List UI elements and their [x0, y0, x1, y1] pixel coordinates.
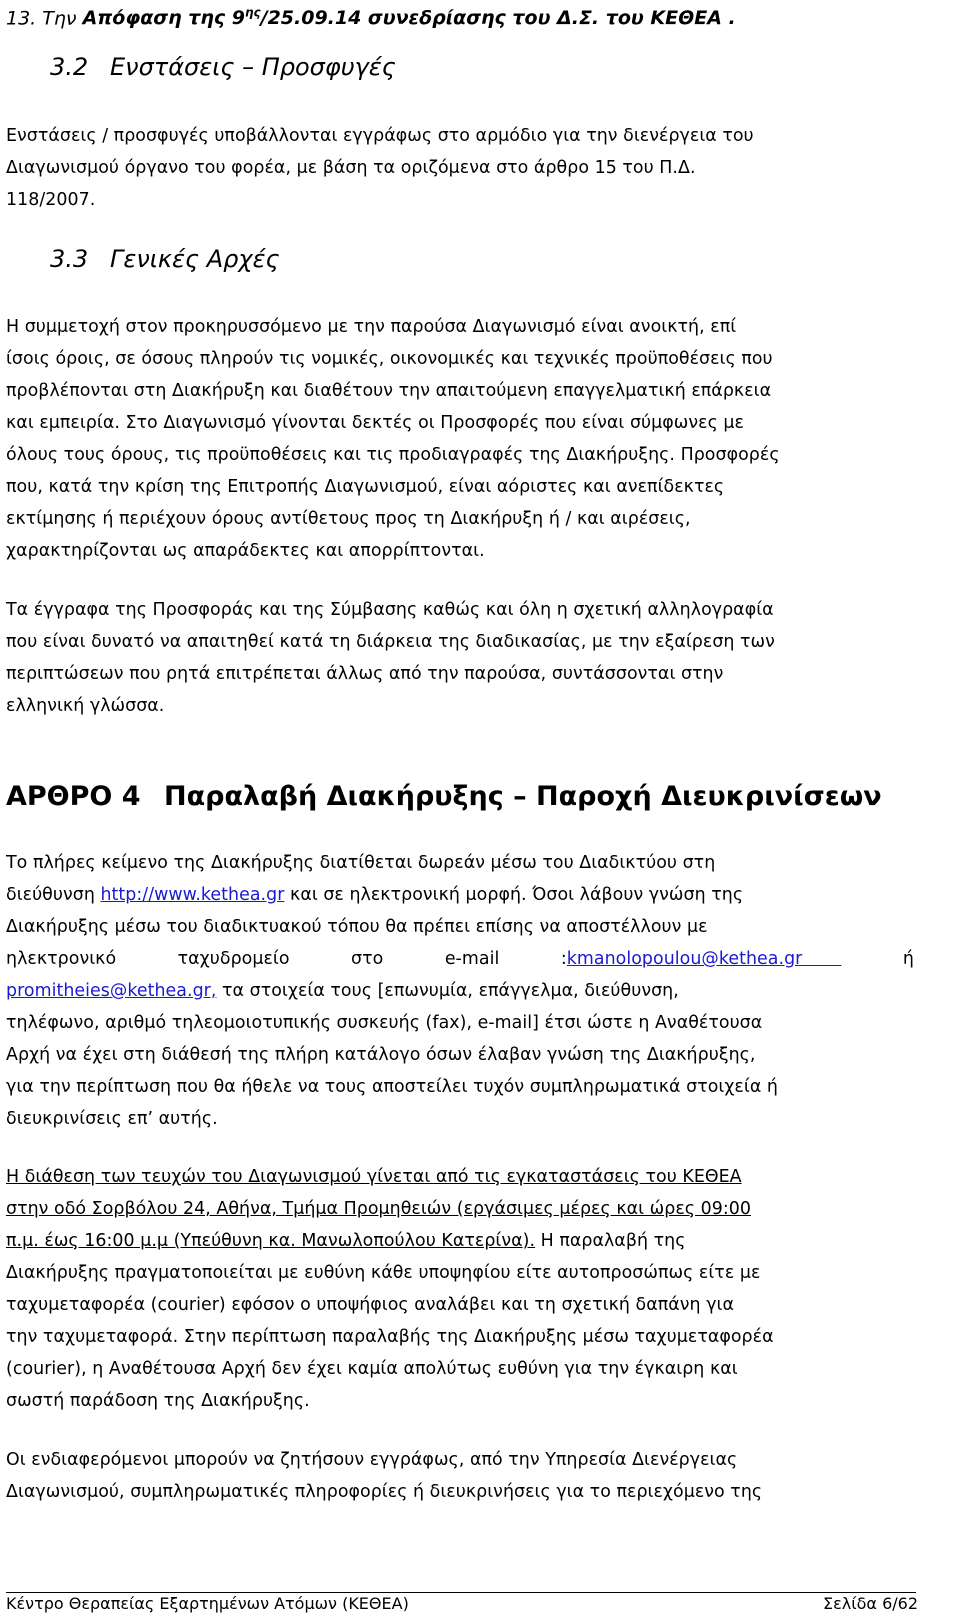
text-line: Αρχή να έχει στη διάθεσή της πλήρη κατάλογο όσων έλαβαν γνώση της Διακήρυξης,	[6, 1045, 756, 1065]
text-line: 118/2007.	[6, 190, 96, 210]
text-segment: e-mail	[444, 949, 500, 969]
link-underline-space	[802, 949, 841, 969]
paragraph-language	[6, 594, 914, 722]
paragraph-availability	[6, 847, 914, 1135]
email-link-kmanolopoulou[interactable]: kmanolopoulou@kethea.gr	[566, 949, 803, 969]
text-line: Διακήρυξης μέσω του διαδικτυακού τόπου θα πρέπει επίσης να αποστέλλουν με	[6, 917, 708, 937]
section-title: Γενικές Αρχές	[110, 245, 280, 273]
text-segment: διεύθυνση	[6, 885, 101, 905]
section-number: 3.2	[50, 53, 89, 81]
text-segment: και σε ηλεκτρονική μορφή. Όσοι λάβουν γνώση της	[284, 885, 744, 905]
text-line: (courier), η Αναθέτουσα Αρχή δεν έχει καμία απολύτως ευθύνη για την έγκαιρη και	[6, 1359, 738, 1379]
text-segment: τα στοιχεία τους [επωνυμία, επάγγελμα, διεύθυνση,	[216, 981, 679, 1001]
section-title: Ενστάσεις – Προσφυγές	[110, 53, 396, 81]
article-heading	[6, 781, 882, 812]
text-line: ταχυμεταφορέα (courier) εφόσον ο υποψήφιος αναλάβει και τη σχετική δαπάνη για	[6, 1295, 734, 1315]
header-sup: ης	[244, 6, 261, 20]
text-line	[6, 975, 914, 1007]
paragraph-participation	[6, 311, 914, 567]
section-number: 3.3	[50, 245, 89, 273]
text-line: Οι ενδιαφερόμενοι μπορούν να ζητήσουν εγγράφως, από την Υπηρεσία Διενέργειας	[6, 1450, 738, 1470]
paragraph-clarifications	[6, 1444, 914, 1508]
section-heading-3-2	[50, 53, 396, 81]
text-segment: :	[560, 949, 567, 969]
text-line: την ταχυμεταφορά. Στην περίπτωση παραλαβής της Διακήρυξης μέσω ταχυμεταφορέα	[6, 1327, 774, 1347]
section-heading-3-3	[50, 245, 280, 273]
article-title: Παραλαβή Διακήρυξης – Παροχή Διευκρινίσεων	[164, 781, 882, 812]
text-segment: ταχυδρομείο	[177, 949, 290, 969]
text-line: που είναι δυνατό να απαιτηθεί κατά τη διάρκεια της διαδικασίας, με την εξαίρεση των	[6, 632, 775, 652]
text-line: Η διάθεση των τευχών του Διαγωνισμού γίνεται από τις εγκαταστάσεις του ΚΕΘΕΑ	[6, 1167, 742, 1187]
email-link-promitheies[interactable]: promitheies@kethea.gr,	[6, 981, 217, 1001]
text-line: στην οδό Σορβόλου 24, Αθήνα, Τμήμα Προμηθειών (εργάσιμες μέρες και ώρες 09:00	[6, 1199, 751, 1219]
text-line: προβλέπονται στη Διακήρυξη και διαθέτουν την απαιτούμενη επαγγελματική επάρκεια	[6, 381, 772, 401]
text-line: Ενστάσεις / προσφυγές υποβάλλονται εγγράφως στο αρμόδιο για την διενέργεια του	[6, 126, 754, 146]
text-line: και εμπειρία. Στο Διαγωνισμό γίνονται δεκτές οι Προσφορές που είναι σύμφωνες με	[6, 413, 744, 433]
text-line: που, κατά την κρίση της Επιτροπής Διαγωνισμού, είναι αόριστες και ανεπίδεκτες	[6, 477, 725, 497]
text-line: ίσοις όροις, σε όσους πληρούν τις νομικές, οικονομικές και τεχνικές προϋποθέσεις που	[6, 349, 773, 369]
text-line: Διαγωνισμού όργανο του φορέα, με βάση τα οριζόμενα στο άρθρο 15 του Π.Δ.	[6, 158, 696, 178]
header-prefix: 13. Την	[6, 7, 77, 30]
text-line: Διακήρυξης πραγματοποιείται με ευθύνη κάθε υποψηφίου είτε αυτοπροσώπως είτε με	[6, 1263, 761, 1283]
footer-page-number: Σελίδα 6/62	[823, 1594, 918, 1613]
header-bold-pre: Απόφαση της 9	[82, 7, 245, 30]
text-line: διευκρινίσεις επ’ αυτής.	[6, 1109, 218, 1129]
paragraph-distribution	[6, 1161, 914, 1417]
text-line: Διαγωνισμού, συμπληρωματικές πληροφορίες ή διευκρινήσεις για το περιεχόμενο της	[6, 1482, 763, 1502]
paragraph-objections	[6, 120, 914, 216]
header-bold-post: /25.09.14 συνεδρίασης του Δ.Σ. του ΚΕΘΕΑ .	[260, 7, 736, 30]
text-line: εκτίμησης ή περιέχουν όρους αντίθετους προς τη Διακήρυξη ή / και αιρέσεις,	[6, 509, 691, 529]
page-header	[6, 0, 736, 31]
article-number: ΑΡΘΡΟ 4	[6, 781, 141, 812]
text-segment: Η παραλαβή της	[535, 1231, 686, 1251]
text-line	[6, 1225, 914, 1257]
footer-organization: Κέντρο Θεραπείας Εξαρτημένων Ατόμων (ΚΕΘΕΑ)	[6, 1594, 409, 1613]
text-line: τηλέφωνο, αριθμό τηλεομοιοτυπικής συσκευής (fax), e-mail] έτσι ώστε η Αναθέτουσα	[6, 1013, 763, 1033]
footer-divider	[6, 1592, 916, 1593]
text-line: όλους τους όρους, τις προϋποθέσεις και τις προδιαγραφές της Διακήρυξης. Προσφορές	[6, 445, 780, 465]
text-line	[6, 943, 914, 975]
text-line	[6, 879, 914, 911]
text-segment: π.μ. έως 16:00 μ.μ (Υπεύθυνη κα. Μανωλοπούλου Κατερίνα).	[6, 1231, 536, 1251]
text-line: περιπτώσεων που ρητά επιτρέπεται άλλως από την παρούσα, συντάσσονται στην	[6, 664, 724, 684]
text-line: Η συμμετοχή στον προκηρυσσόμενο με την παρούσα Διαγωνισμό είναι ανοικτή, επί	[6, 317, 737, 337]
text-line: ελληνική γλώσσα.	[6, 696, 165, 716]
text-segment: ή	[902, 949, 914, 969]
text-line: Το πλήρες κείμενο της Διακήρυξης διατίθεται δωρεάν μέσω του Διαδικτύου στη	[6, 853, 716, 873]
text-segment: στο	[351, 949, 384, 969]
text-line: για την περίπτωση που θα ήθελε να τους αποστείλει τυχόν συμπληρωματικά στοιχεία ή	[6, 1077, 778, 1097]
text-line: Τα έγγραφα της Προσφοράς και της Σύμβασης καθώς και όλη η σχετική αλληλογραφία	[6, 600, 774, 620]
text-line: χαρακτηρίζονται ως απαράδεκτες και απορρίπτονται.	[6, 541, 485, 561]
text-line: σωστή παράδοση της Διακήρυξης.	[6, 1391, 310, 1411]
website-link[interactable]: http://www.kethea.gr	[100, 885, 285, 905]
text-segment: ηλεκτρονικό	[6, 949, 117, 969]
